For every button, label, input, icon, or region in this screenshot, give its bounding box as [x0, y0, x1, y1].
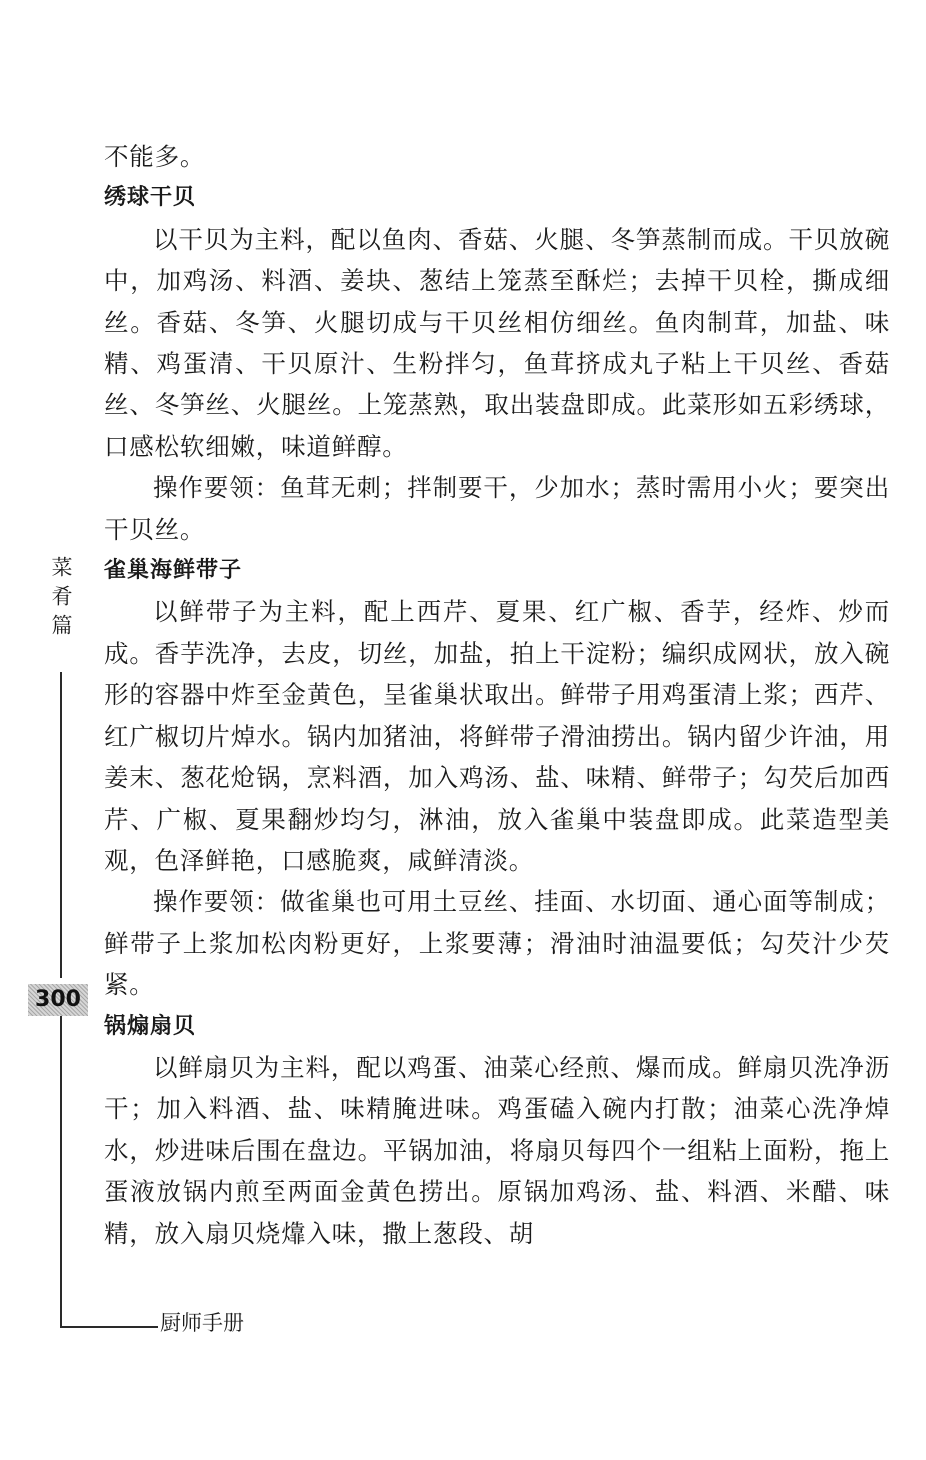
main-text-column	[104, 136, 890, 1254]
recipe-title-xiuqiu-ganbei: 绣球干贝	[104, 185, 197, 211]
recipe-title-guota-shanbei: 锅煽扇贝	[104, 1013, 197, 1039]
recipe-description: 以鲜带子为主料，配上西芹、夏果、红广椒、香芋，经炸、炒而成。香芋洗净，去皮，切丝，加盐，拍上干淀粉；编织成网状，放入碗形的容器中炸至金黄色，呈雀巢状取出。鲜带子用鸡蛋清上浆；西芹、红广椒切片焯水。锅内加猪油，将鲜带子滑油捞出。锅内留少许油，用姜末、葱花炝锅，烹料酒，加入鸡汤、盐、味精、鲜带子；勾芡后加西芹、广椒、夏果翻炒均匀，淋油，放入雀巢中装盘即成。此菜造型美观，色泽鲜艳，口感脆爽，咸鲜清淡。	[104, 597, 890, 875]
margin-rule-lower	[60, 1016, 62, 1328]
recipe-description: 以鲜扇贝为主料，配以鸡蛋、油菜心经煎、爆而成。鲜扇贝洗净沥干；加入料酒、盐、味精腌进味。鸡蛋磕入碗内打散；油菜心洗净焯水，炒进味后围在盘边。平锅加油，将扇贝每四个一组粘上面粉，拖上蛋液放锅内煎至两面金黄色捞出。原锅加鸡汤、盐、料酒、米醋、味精，放入扇贝烧㸆入味，撒上葱段、胡	[104, 1052, 890, 1248]
page-number: 300	[28, 984, 88, 1016]
footer-rule	[60, 1326, 158, 1328]
margin-rule-upper	[60, 672, 62, 978]
recipe-title-quechao-haixian-daizi: 雀巢海鲜带子	[104, 558, 243, 584]
book-title-footer: 厨师手册	[160, 1311, 244, 1335]
recipe-tips: 操作要领：鱼茸无刺；拌制要干，少加水；蒸时需用小火；要突出干贝丝。	[104, 473, 890, 544]
section-side-label: 菜肴篇	[49, 556, 73, 643]
paragraph-continuation: 不能多。	[104, 142, 206, 171]
recipe-tips: 操作要领：做雀巢也可用土豆丝、挂面、水切面、通心面等制成；鲜带子上浆加松肉粉更好，上浆要薄；滑油时油温要低；勾芡汁少芡紧。	[104, 887, 890, 1000]
recipe-description: 以干贝为主料，配以鱼肉、香菇、火腿、冬笋蒸制而成。干贝放碗中，加鸡汤、料酒、姜块、葱结上笼蒸至酥烂；去掉干贝栓，撕成细丝。香菇、冬笋、火腿切成与干贝丝相仿细丝。鱼肉制茸，加盐、味精、鸡蛋清、干贝原汁、生粉拌匀，鱼茸挤成丸子粘上干贝丝、香菇丝、冬笋丝、火腿丝。上笼蒸熟，取出装盘即成。此菜形如五彩绣球，口感松软细嫩，味道鲜醇。	[104, 224, 890, 461]
